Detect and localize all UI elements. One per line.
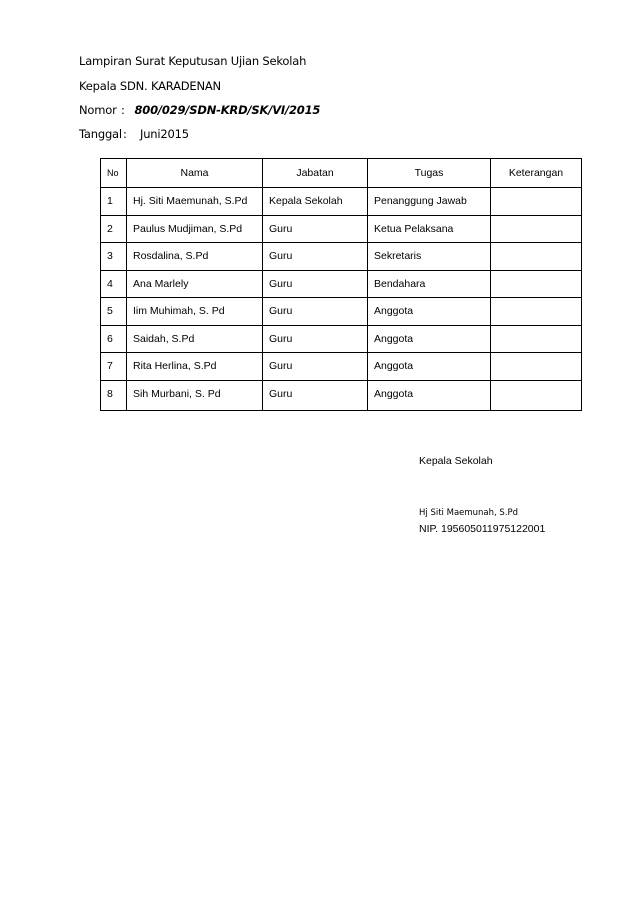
cell-keterangan: [491, 325, 582, 353]
tanggal-value: Juni2015: [140, 127, 189, 141]
cell-jabatan: Guru: [263, 380, 368, 410]
cell-no: 4: [101, 270, 127, 298]
nomor-separator: :: [121, 103, 125, 117]
cell-jabatan: Guru: [263, 353, 368, 381]
cell-tugas: Anggota: [368, 380, 491, 410]
cell-keterangan: [491, 353, 582, 381]
tanggal-line: [79, 127, 189, 141]
cell-nama: Iim Muhimah, S. Pd: [127, 298, 263, 326]
table-row: [101, 380, 582, 410]
nomor-label: Nomor: [79, 103, 117, 117]
cell-jabatan: Guru: [263, 270, 368, 298]
cell-tugas: Anggota: [368, 353, 491, 381]
column-header-tugas: Tugas: [368, 159, 491, 188]
cell-no: 8: [101, 380, 127, 410]
table-row: [101, 325, 582, 353]
kepala-sdn-line: Kepala SDN. KARADENAN: [79, 79, 221, 93]
members-table: [100, 158, 582, 411]
cell-nama: Sih Murbani, S. Pd: [127, 380, 263, 410]
table-row: [101, 298, 582, 326]
cell-tugas: Penanggung Jawab: [368, 188, 491, 216]
cell-no: 3: [101, 243, 127, 271]
cell-no: 7: [101, 353, 127, 381]
cell-jabatan: Guru: [263, 325, 368, 353]
cell-keterangan: [491, 270, 582, 298]
cell-keterangan: [491, 188, 582, 216]
cell-nama: Paulus Mudjiman, S.Pd: [127, 215, 263, 243]
cell-no: 1: [101, 188, 127, 216]
cell-no: 6: [101, 325, 127, 353]
table-row: [101, 215, 582, 243]
cell-nama: Rosdalina, S.Pd: [127, 243, 263, 271]
table-row: [101, 243, 582, 271]
lampiran-line: Lampiran Surat Keputusan Ujian Sekolah: [79, 54, 307, 68]
signature-title: Kepala Sekolah: [419, 455, 493, 467]
cell-no: 2: [101, 215, 127, 243]
column-header-jabatan: Jabatan: [263, 159, 368, 188]
cell-tugas: Anggota: [368, 298, 491, 326]
column-header-nama: Nama: [127, 159, 263, 188]
signature-nip: NIP. 195605011975122001: [419, 523, 546, 535]
cell-nama: Saidah, S.Pd: [127, 325, 263, 353]
column-header-no: No: [101, 159, 127, 188]
cell-keterangan: [491, 215, 582, 243]
cell-tugas: Ketua Pelaksana: [368, 215, 491, 243]
signature-name: Hj Siti Maemunah, S.Pd: [419, 508, 519, 518]
table-row: [101, 270, 582, 298]
tanggal-label: Tanggal: [79, 127, 122, 141]
cell-jabatan: Guru: [263, 243, 368, 271]
cell-keterangan: [491, 298, 582, 326]
cell-keterangan: [491, 380, 582, 410]
nomor-value: 800/029/SDN-KRD/SK/VI/2015: [134, 103, 321, 117]
cell-tugas: Anggota: [368, 325, 491, 353]
cell-nama: Hj. Siti Maemunah, S.Pd: [127, 188, 263, 216]
cell-no: 5: [101, 298, 127, 326]
column-header-keterangan: Keterangan: [491, 159, 582, 188]
table-row: [101, 353, 582, 381]
cell-nama: Ana Marlely: [127, 270, 263, 298]
cell-nama: Rita Herlina, S.Pd: [127, 353, 263, 381]
cell-keterangan: [491, 243, 582, 271]
table-row: [101, 188, 582, 216]
cell-tugas: Bendahara: [368, 270, 491, 298]
tanggal-separator: :: [123, 127, 127, 141]
nomor-line: [79, 103, 320, 117]
cell-tugas: Sekretaris: [368, 243, 491, 271]
cell-jabatan: Guru: [263, 298, 368, 326]
cell-jabatan: Guru: [263, 215, 368, 243]
table-header-row: [101, 159, 582, 188]
cell-jabatan: Kepala Sekolah: [263, 188, 368, 216]
